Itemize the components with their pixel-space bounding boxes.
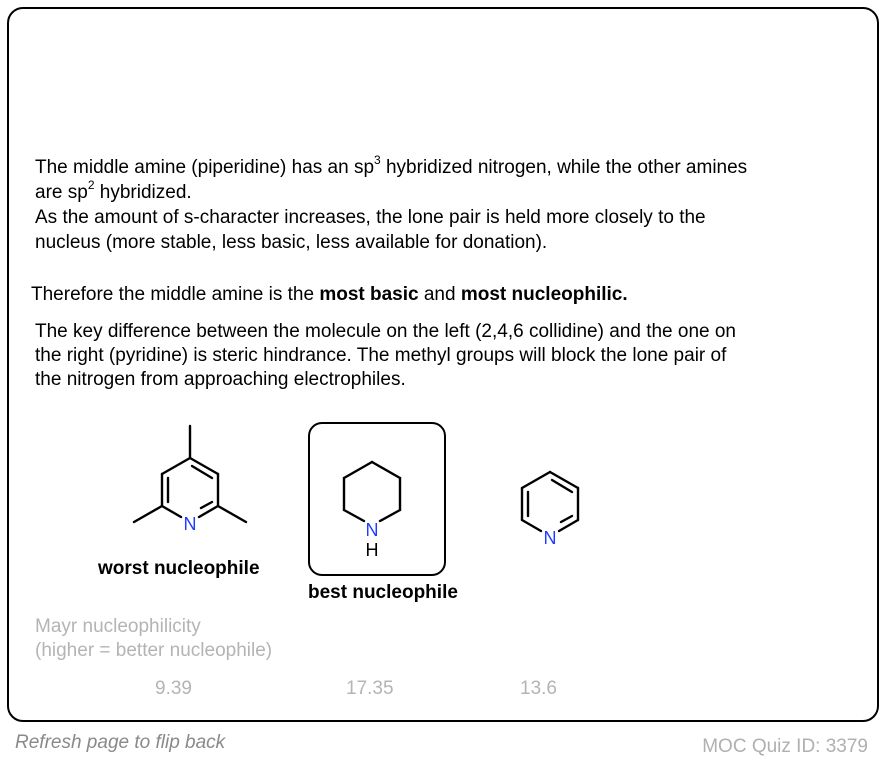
collidine-structure [120,418,270,548]
worst-nucleophile-label: worst nucleophile [98,558,260,579]
mayr-value-collidine: 9.39 [155,678,192,699]
p3-line-1: The key difference between the molecule on the left (2,4,6 collidine) and the one on [35,321,736,342]
piperidine-structure [308,422,446,576]
piperidine-nitrogen-label: N [365,520,379,540]
p3-line-3: the nitrogen from approaching electrophiles. [35,369,406,390]
mayr-heading [35,615,272,663]
mayr-subtitle: (higher = better nucleophile) [35,640,273,661]
collidine-nitrogen-label: N [183,514,197,534]
refresh-hint: Refresh page to flip back [15,732,226,753]
quiz-id: MOC Quiz ID: 3379 [702,736,868,757]
mayr-value-piperidine: 17.35 [346,678,394,699]
mayr-value-pyridine: 13.6 [520,678,557,699]
mayr-title: Mayr nucleophilicity [35,616,201,637]
piperidine-hydrogen-label: H [365,540,379,560]
pyridine-nitrogen-label: N [543,528,557,548]
pyridine-structure [500,450,600,550]
explanation-paragraph-2 [31,282,871,307]
explanation-paragraph-3 [35,320,875,392]
p1-line-2: are $sp^2$ hybridized. [35,177,192,203]
conclusion-line: Therefore the middle amine is the most basic and most nucleophilic. [31,284,628,305]
p1-line-1: The middle amine (piperidine) has an $sp^3$ hybridized nitrogen, while the other amines [35,152,748,178]
p1-line-3: As the amount of s-character increases, the lone pair is held more closely to the [35,207,706,228]
best-nucleophile-label: best nucleophile [308,582,458,603]
explanation-paragraph-1 [35,152,875,255]
p1-line-4: nucleus (more stable, less basic, less available for donation). [35,232,548,253]
p3-line-2: the right (pyridine) is steric hindrance. The methyl groups will block the lone pair of [35,345,727,366]
